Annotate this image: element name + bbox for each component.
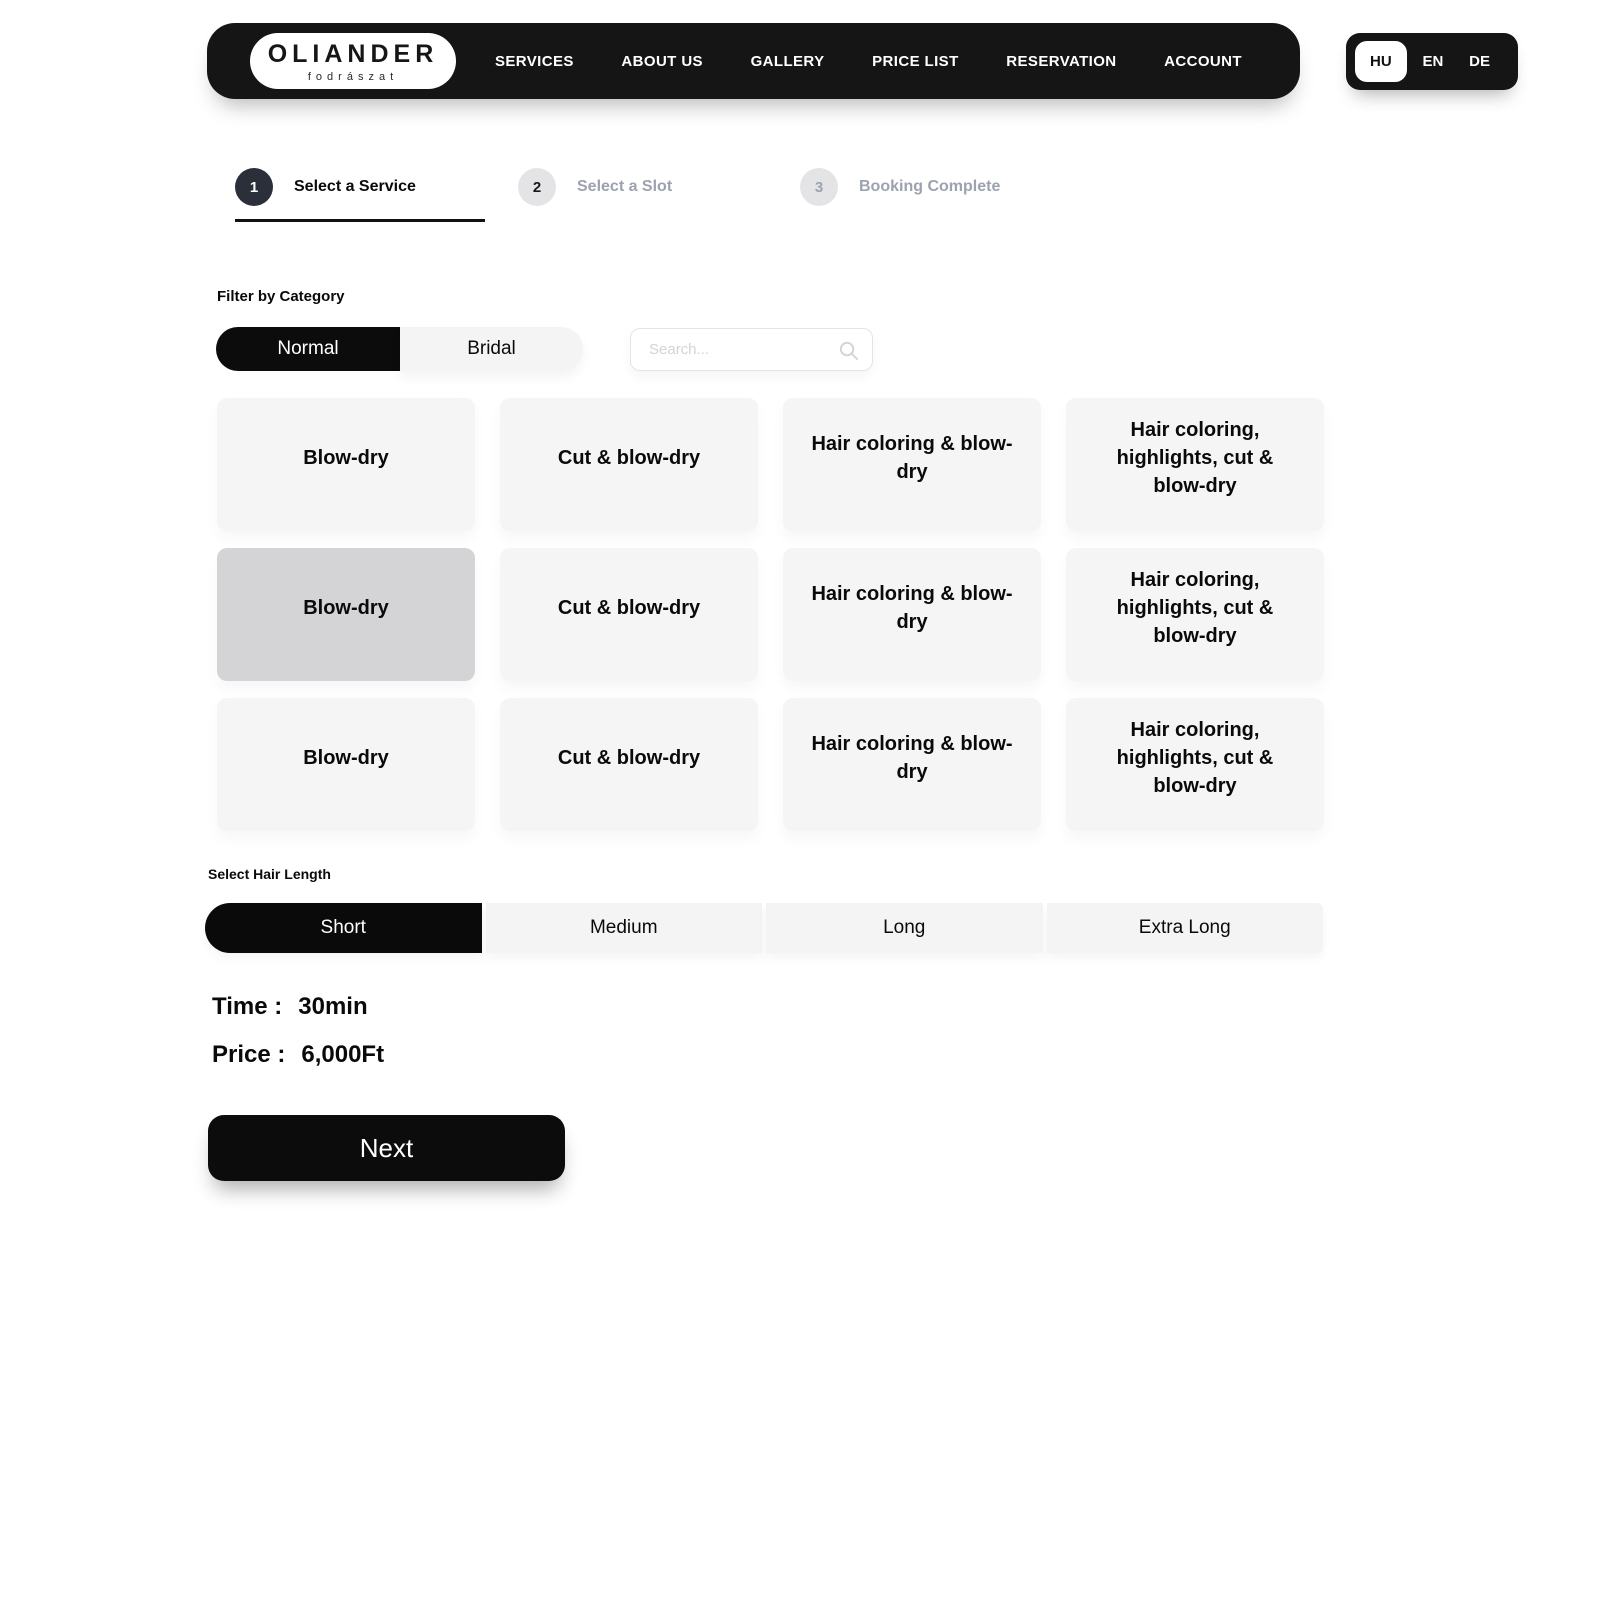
step-1-label: Select a Service (294, 178, 416, 195)
service-card[interactable]: Blow-dry (217, 398, 475, 531)
hair-length-selector (205, 903, 1323, 953)
language-switcher (1346, 33, 1518, 90)
step-select-slot (518, 168, 672, 206)
next-button[interactable]: Next (208, 1115, 565, 1181)
step-1-circle: 1 (235, 168, 273, 206)
service-card[interactable]: Hair coloring & blow-dry (783, 698, 1041, 831)
lang-option-hu[interactable]: HU (1355, 41, 1407, 82)
category-normal-button[interactable]: Normal (216, 327, 400, 371)
service-card-selected[interactable]: Blow-dry (217, 548, 475, 681)
time-value: 30min (298, 993, 368, 1020)
stepper (235, 168, 1335, 208)
service-card[interactable]: Cut & blow-dry (500, 548, 758, 681)
logo-subtitle: fodrászat (307, 70, 399, 83)
navbar (207, 23, 1300, 99)
category-toggle (216, 327, 583, 371)
step-2-label: Select a Slot (577, 178, 673, 195)
active-step-underline (235, 219, 485, 222)
nav-item-about-us[interactable]: ABOUT US (621, 52, 703, 70)
time-label: Time : (212, 993, 283, 1020)
search-input[interactable] (631, 341, 872, 358)
nav-item-gallery[interactable]: GALLERY (750, 52, 825, 70)
nav-item-account[interactable]: ACCOUNT (1164, 52, 1242, 70)
nav-item-reservation[interactable]: RESERVATION (1006, 52, 1117, 70)
service-card[interactable]: Hair coloring & blow-dry (783, 548, 1041, 681)
service-card[interactable]: Blow-dry (217, 698, 475, 831)
service-card[interactable]: Cut & blow-dry (500, 698, 758, 831)
hair-length-medium[interactable]: Medium (486, 903, 763, 953)
lang-option-en[interactable]: EN (1422, 53, 1444, 70)
nav-item-services[interactable]: SERVICES (495, 52, 574, 70)
step-2-circle: 2 (518, 168, 556, 206)
hair-length-long[interactable]: Long (766, 903, 1043, 953)
price-summary (212, 1041, 384, 1069)
price-value: 6,000Ft (301, 1041, 385, 1068)
service-card[interactable]: Hair coloring & blow-dry (783, 398, 1041, 531)
search-box (630, 328, 873, 371)
hair-length-short[interactable]: Short (205, 903, 482, 953)
service-card[interactable]: Cut & blow-dry (500, 398, 758, 531)
service-card[interactable]: Hair coloring, highlights, cut & blow-dry (1066, 548, 1324, 681)
hair-length-label: Select Hair Length (208, 866, 331, 882)
logo[interactable] (250, 33, 456, 89)
nav-item-price-list[interactable]: PRICE LIST (872, 52, 959, 70)
service-card[interactable]: Hair coloring, highlights, cut & blow-dry (1066, 698, 1324, 831)
search-icon (837, 339, 860, 362)
step-3-circle: 3 (800, 168, 838, 206)
time-summary (212, 993, 368, 1021)
category-bridal-button[interactable]: Bridal (400, 327, 583, 371)
filter-category-label: Filter by Category (217, 288, 345, 305)
service-card[interactable]: Hair coloring, highlights, cut & blow-dry (1066, 398, 1324, 531)
nav-links (495, 23, 1242, 99)
step-booking-complete (800, 168, 1000, 206)
hair-length-extra-long[interactable]: Extra Long (1047, 903, 1324, 953)
price-label: Price : (212, 1041, 286, 1068)
step-select-service[interactable] (235, 168, 416, 206)
step-3-label: Booking Complete (859, 178, 1001, 195)
lang-option-de[interactable]: DE (1469, 53, 1490, 70)
logo-title: OLIANDER (267, 39, 439, 68)
service-card-grid (217, 398, 1324, 831)
